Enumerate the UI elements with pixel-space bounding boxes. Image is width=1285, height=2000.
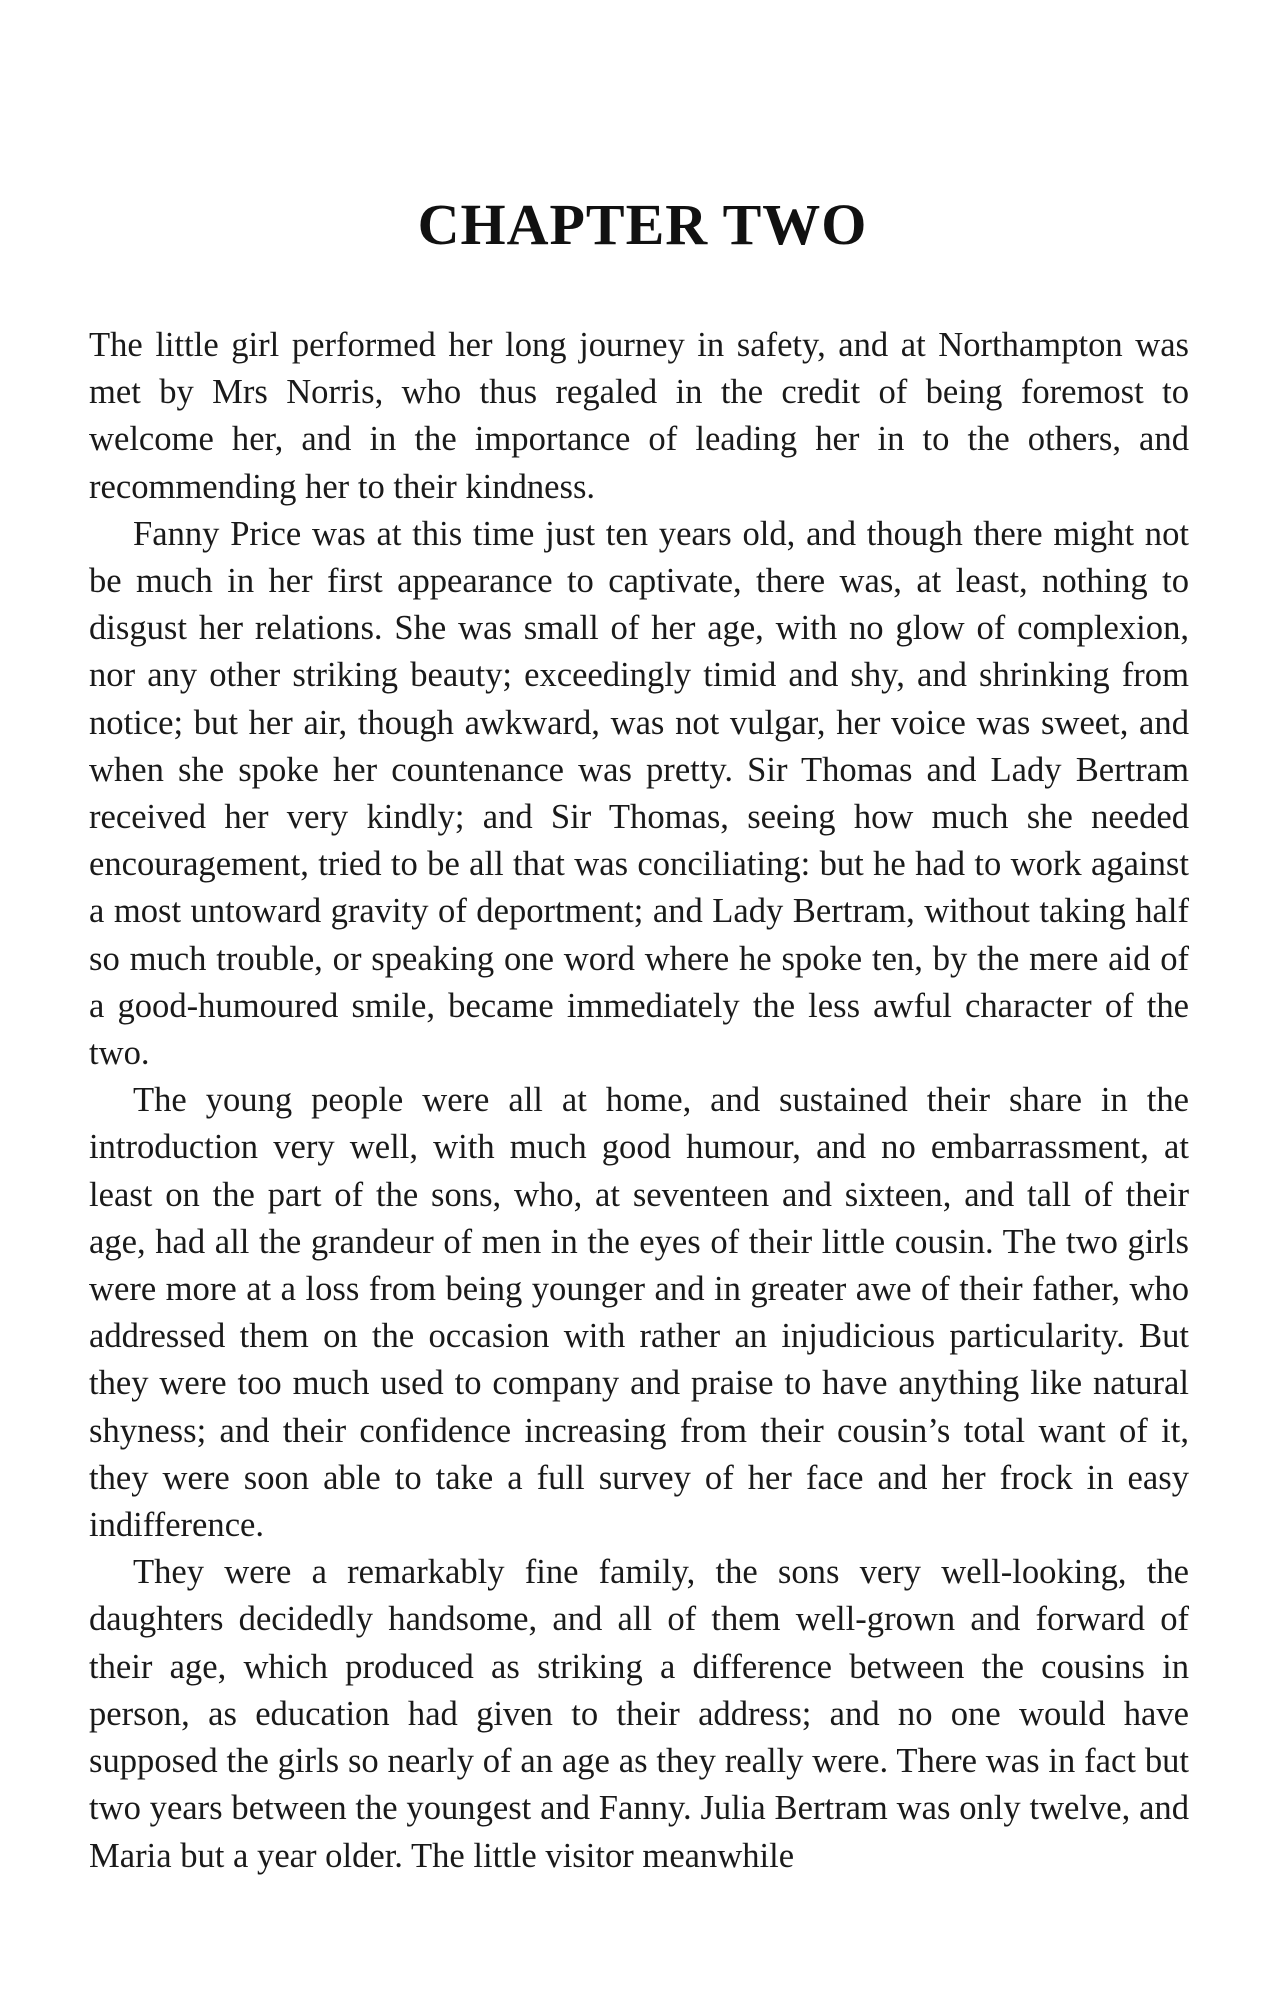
paragraph-2: Fanny Price was at this time just ten years old, and though there might not be much in her first appearance to captivate, there was, at least, nothing to disgust her relations. She was small of her age, with no glow of complexion, nor any other striking beauty; exceedingly timid and shy, and shrinking from notice; but her air, though awkward, was not vulgar, her voice was sweet, and when she spoke her countenance was pretty. Sir Thomas and Lady Bertram received her very kindly; and Sir Thomas, seeing how much she needed encouragement, tried to be all that was conciliating: but he had to work against a most untoward gravity of deportment; and Lady Bertram, without taking half so much trouble, or speaking one word where he spoke ten, by the mere aid of a good-humoured smile, became immediately the less awful character of the two. bbox=[89, 514, 1189, 1073]
paragraph-4: They were a remarkably fine family, the sons very well-looking, the daughters decidedly handsome, and all of them well-grown and forward of their age, which produced as striking a difference between the cousins in person, as education had given to their address; and no one would have supposed the girls so nearly of an age as they really were. There was in fact but two years between the youngest and Fanny. Julia Bertram was only twelve, and Maria but a year older. The little visitor meanwhile bbox=[89, 1553, 1189, 1875]
chapter-body bbox=[89, 322, 1189, 1880]
paragraph-1: The little girl performed her long journey in safety, and at Northampton was met by Mrs Norris, who thus regaled in the credit of being foremost to welcome her, and in the importance of leading her in to the others, and recommending her to their kindness. bbox=[89, 326, 1189, 506]
paragraph-3: The young people were all at home, and sustained their share in the introduction very well, with much good humour, and no embarrassment, at least on the part of the sons, who, at seventeen and sixteen, and tall of their age, had all the grandeur of men in the eyes of their little cousin. The two girls were more at a loss from being younger and in greater awe of their father, who addressed them on the occasion with rather an injudicious particularity. But they were too much used to company and praise to have anything like natural shyness; and their confidence increasing from their cousin’s total want of it, they were soon able to take a full survey of her face and her frock in easy indifference. bbox=[89, 1081, 1189, 1545]
chapter-title: CHAPTER TWO bbox=[417, 192, 868, 257]
